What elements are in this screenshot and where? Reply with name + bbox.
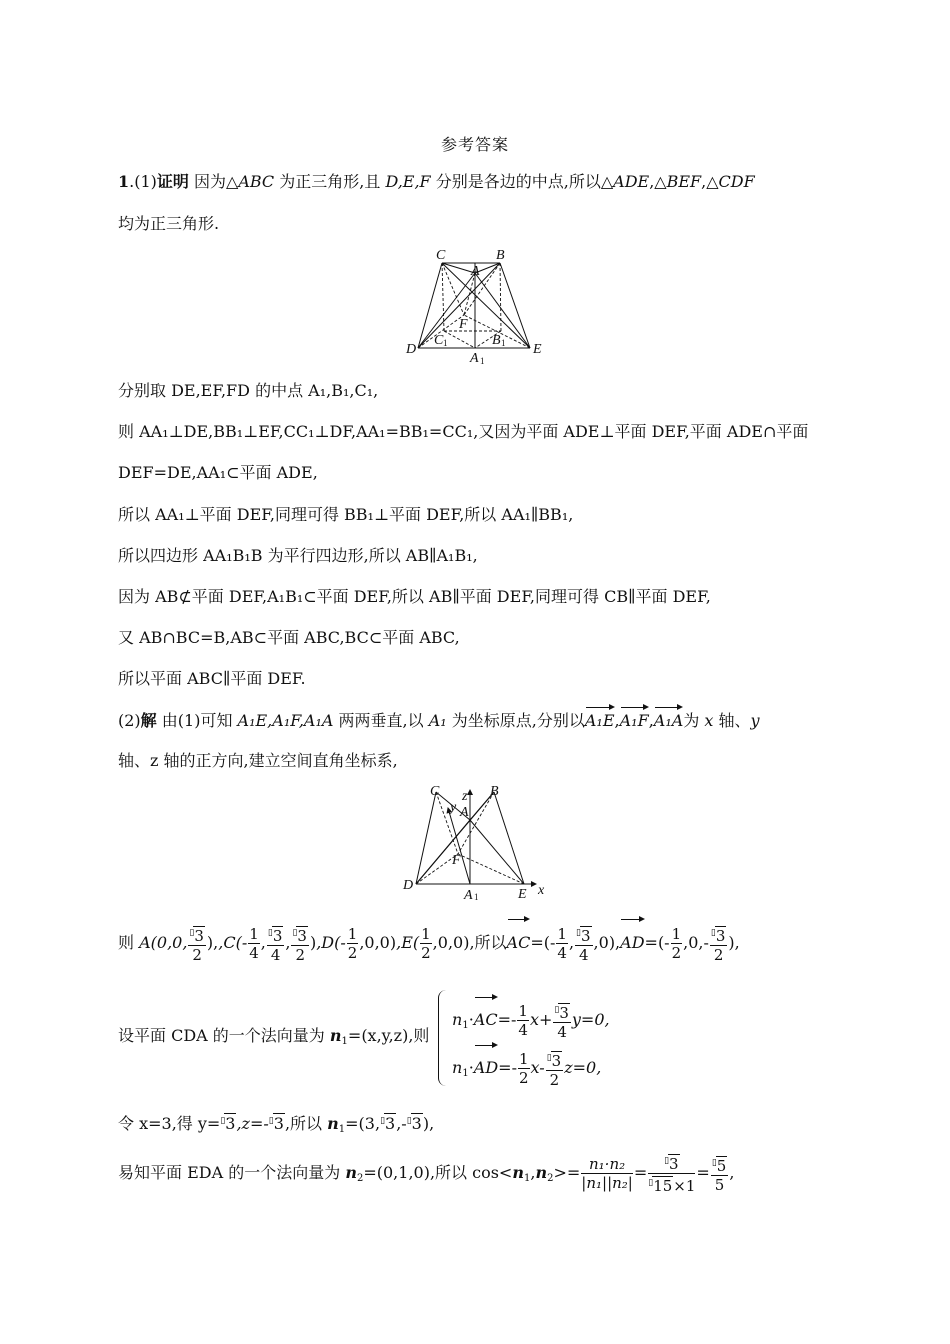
proof-line-2: 均为正三角形. xyxy=(118,214,220,233)
label-c: C xyxy=(430,784,440,799)
edge-be xyxy=(500,263,530,348)
system-brace xyxy=(438,990,449,1086)
label-x-axis: x xyxy=(538,883,545,898)
label-y-axis: y xyxy=(450,800,457,815)
coordinates-line: 则 A(0,0, $\frac{^▯3}{2}$ ),,C(- $\frac{1}{4}$ , $\frac{^▯3}{4}$ , $\frac{^▯3}{2}$ ),D(- $\frac{1}{2}$ ,0,0),E( $\frac{1}{2}$ ,0,0),所以AC=(- $\frac{1}{4}$ , $\frac{^▯3}{4}$ ,0),AD=(- $\frac{1}{2}$ ,0,- $\frac{^▯3}{2}$ ), xyxy=(118,918,740,964)
proof-line-abbc: 又 AB∩BC=B,AB⊂平面 ABC,BC⊂平面 ABC, xyxy=(118,628,460,647)
label-e: E xyxy=(518,887,527,900)
figure-prism xyxy=(402,245,552,367)
solution-line-1: (2)解 由(1)可知 A₁E,A₁F,A₁A 两两垂直,以 A₁ 为坐标原点,分别以A₁E,A₁F,A₁A为 x 轴、y xyxy=(118,706,760,732)
solution-label: 解 xyxy=(140,711,157,730)
proof-line-intersect: DEF=DE,AA₁⊂平面 ADE, xyxy=(118,463,318,482)
page-title: 参考答案 xyxy=(440,135,509,154)
label-d: D xyxy=(403,878,414,893)
vector-ad: AD xyxy=(620,918,644,964)
svg-text:1: 1 xyxy=(474,892,479,900)
label-z-axis: z xyxy=(462,789,468,804)
svg-text:1: 1 xyxy=(501,338,506,348)
label-c1: C xyxy=(434,333,444,348)
label-a1: A xyxy=(464,888,473,900)
vector-a1a: A₁A xyxy=(654,706,684,732)
svg-text:1: 1 xyxy=(480,356,485,366)
svg-text:1: 1 xyxy=(443,338,448,348)
normal-vector-lead: 设平面 CDA 的一个法向量为 $n_1=(x,y,z)$,则 xyxy=(118,1026,430,1047)
label-d: D xyxy=(406,342,417,357)
label-a: A xyxy=(471,264,480,279)
proof-label: 证明 xyxy=(156,172,189,191)
label-b: B xyxy=(490,784,499,799)
problem-number: 1 xyxy=(118,172,130,191)
figure-coordinate-system xyxy=(400,778,550,900)
vector-ac: AC xyxy=(507,918,531,964)
cosine-line: 易知平面 EDA 的一个法向量为 $n_2=(0,1,0)$,所以 $\cos<n_1,n_2>=$ $\frac{\text{n₁·n₂}}{\text{|n₁||n₂|}}$ = $\frac{^▯3}{^▯15\times 1}$ = $\frac{^▯5}{5}$ , xyxy=(118,1150,734,1196)
system-row-2: $n_1\cdot AD=-$ $\frac{1}{2}$ x- $\frac{^▯3}{2}$ z=0, xyxy=(452,1044,601,1089)
system-row-1: $n_1\cdot AC=-$ $\frac{1}{4}$ x+ $\frac{^▯3}{4}$ y=0, xyxy=(452,996,610,1041)
label-a: A xyxy=(460,805,469,820)
solve-normal-line: 令 x=3,得 y=▯3,z=-▯3,所以 $n_1=(3,^▯3,-^▯3)$, xyxy=(118,1114,435,1135)
vector-a1f: A₁F xyxy=(620,706,649,732)
proof-line-conclusion: 所以平面 ABC∥平面 DEF. xyxy=(118,669,306,688)
proof-line-aa1: 所以 AA₁⊥平面 DEF,同理可得 BB₁⊥平面 DEF,所以 AA₁∥BB₁, xyxy=(118,505,574,524)
proof-line-midpoints: 分别取 DE,EF,FD 的中点 A₁,B₁,C₁, xyxy=(118,381,379,400)
proof-line-1: 1.(1)证明 因为△ABC 为正三角形,且 D,E,F 分别是各边的中点,所以△ADE,△BEF,△CDF xyxy=(118,172,755,191)
label-b1: B xyxy=(492,333,501,348)
edge-ce xyxy=(442,263,530,348)
label-f: F xyxy=(459,317,468,332)
proof-line-perp: 则 AA₁⊥DE,BB₁⊥EF,CC₁⊥DF,AA₁=BB₁=CC₁,又因为平面 ADE⊥平面 DEF,平面 ADE∩平面 xyxy=(118,422,809,441)
proof-line-parallelogram: 所以四边形 AA₁B₁B 为平行四边形,所以 AB∥A₁B₁, xyxy=(118,546,478,565)
label-c: C xyxy=(436,248,446,263)
label-b: B xyxy=(496,248,505,263)
solution-line-2: 轴、z 轴的正方向,建立空间直角坐标系, xyxy=(118,751,398,770)
label-f: F xyxy=(452,853,461,868)
label-a1: A xyxy=(470,351,479,366)
proof-line-ab-parallel: 因为 AB⊄平面 DEF,A₁B₁⊂平面 DEF,所以 AB∥平面 DEF,同理可得 CB∥平面 DEF, xyxy=(118,587,711,606)
vector-a1e: A₁E xyxy=(585,706,615,732)
label-e: E xyxy=(533,342,542,357)
